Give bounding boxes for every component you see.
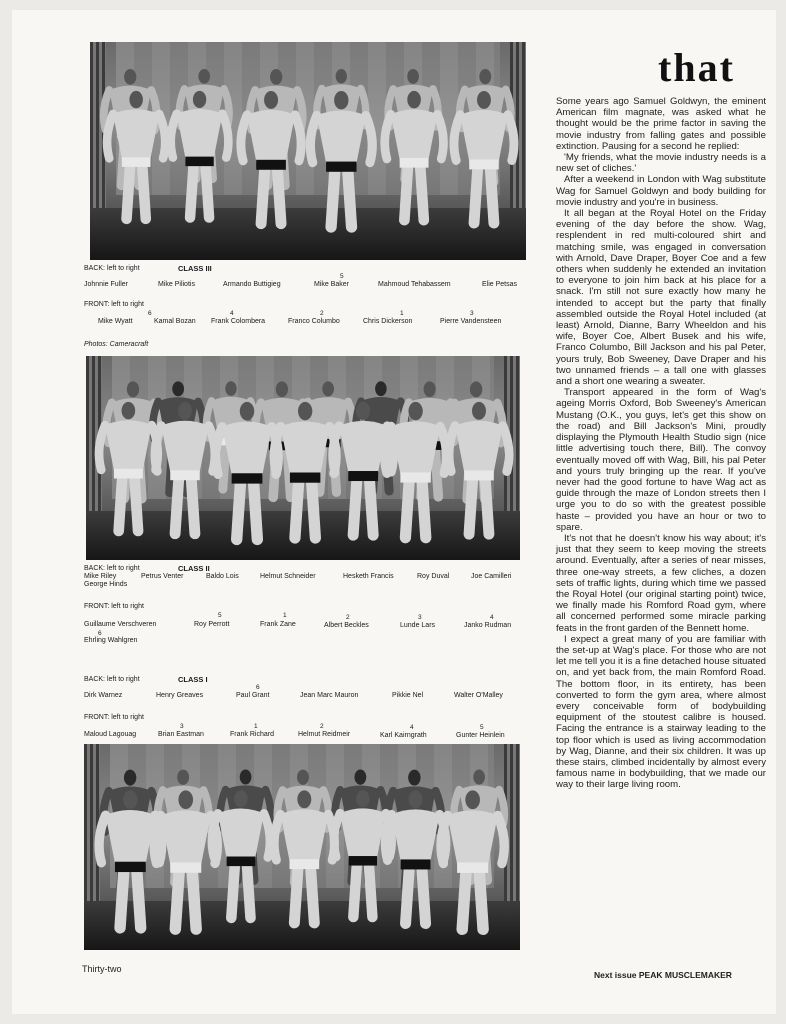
name-guillaume-verschveren: Guillaume Verschveren xyxy=(84,621,157,628)
name-johnnie-fuller: Johnnie Fuller xyxy=(84,281,128,288)
caption-number: 3 xyxy=(180,723,184,730)
name-pikkie-nel: Pikkie Nel xyxy=(392,692,424,699)
name-franco-columbo: Franco Columbo xyxy=(288,318,340,325)
name-pierre-vandensteen: Pierre Vandensteen xyxy=(440,318,502,325)
name-frank-richard: Frank Richard xyxy=(230,731,274,738)
name-brian-eastman: Brian Eastman xyxy=(158,731,204,738)
class-two-back-label: BACK: left to right xyxy=(84,565,140,572)
caption-number: 1 xyxy=(400,310,404,317)
class-one-title: CLASS I xyxy=(178,675,208,684)
page-number: Thirty-two xyxy=(82,964,122,974)
name-karl-kairngrath: Karl Kairngrath xyxy=(380,732,427,739)
article-paragraph: After a weekend in London with Wag substitute Wag for Samuel Goldwyn and body building for movie industry and you're in business. xyxy=(556,174,766,208)
caption-number: 5 xyxy=(480,724,484,731)
name-gunter-heinlein: Gunter Heinlein xyxy=(456,732,505,739)
caption-number: 2 xyxy=(346,614,350,621)
caption-number: 6 xyxy=(148,310,152,317)
photo-credit: Photos: Cameracraft xyxy=(84,341,149,348)
name-roy-duval: Roy Duval xyxy=(417,573,450,580)
name-joe-camilleri: Joe Camilleri xyxy=(471,573,512,580)
caption-number: 4 xyxy=(230,310,234,317)
name-dirk-warnez: Dirk Warnez xyxy=(84,692,123,699)
name-helmut-reidmeir: Helmut Reidmeir xyxy=(298,731,351,738)
name-mahmoud-tehabassem: Mahmoud Tehabassem xyxy=(378,281,451,288)
name-frank-zane: Frank Zane xyxy=(260,621,296,628)
class-three-title: CLASS III xyxy=(178,264,212,273)
name-helmut-schneider: Helmut Schneider xyxy=(260,573,316,580)
class-one-photo xyxy=(84,744,520,950)
name-mike-baker: Mike Baker xyxy=(314,281,350,288)
name-hesketh-francis: Hesketh Francis xyxy=(343,573,394,580)
faded-show-through-text xyxy=(540,46,650,86)
name-maloud-lagouag: Maloud Lagouag xyxy=(84,731,137,738)
name-elie-petsas: Elie Petsas xyxy=(482,281,518,288)
class-two-title: CLASS II xyxy=(178,564,210,573)
article-paragraph: I expect a great many of you are familiar with the set-up at Wag's place. For those who are not let me tell you it is a fine detached house situated on, and yet back from, the main Romford Road. The bottom floor, in its entirety, has been converted to form the gym area, where almost every conceivable form of bodybuilding equipment of the stoutest calibre is housed. Facing the entrance is a stairway leading to the top floor which is used as living accommodation by Wag, Dianne, and their six children. It was up these stairs, climbed incidentally by almost every famous name in bodybuilding, that we made our way to their large living room. xyxy=(556,633,766,791)
class-two-photo xyxy=(86,356,520,560)
caption-number: 3 xyxy=(470,310,474,317)
article-heading: that xyxy=(658,45,735,90)
class-two-front-label: FRONT: left to right xyxy=(84,603,144,610)
next-issue-note: Next issue PEAK MUSCLEMAKER xyxy=(594,970,732,980)
name-janko-rudman: Janko Rudman xyxy=(464,622,512,629)
name-mike-piliotis: Mike Piliotis xyxy=(158,281,195,288)
name-kamal-bozan: Kamal Bozan xyxy=(154,318,196,325)
class-three-photo xyxy=(90,42,526,260)
name-george-hinds: George Hinds xyxy=(84,581,128,588)
name-armando-buttigieg: Armando Buttigieg xyxy=(223,281,281,288)
article-paragraph: Some years ago Samuel Goldwyn, the eminent American film magnate, was asked what he thought would be the prime factor in saving the movie industry from falling gates and possible extinction. Pausing for a second he replied: xyxy=(556,96,766,152)
name-mike-riley: Mike Riley xyxy=(84,573,117,580)
name-albert-beckles: Albert Beckles xyxy=(324,622,369,629)
class-three-front-label: FRONT: left to right xyxy=(84,301,144,308)
caption-number: 4 xyxy=(490,614,494,621)
article-paragraph: 'My friends, what the movie industry needs is a new set of cliches.' xyxy=(556,152,766,175)
caption-number: 2 xyxy=(320,723,324,730)
caption-number: 6 xyxy=(98,630,102,637)
name-ehrling-wahlgren: Ehrling Wahlgren xyxy=(84,637,138,644)
caption-number: 1 xyxy=(283,612,287,619)
caption-number: 3 xyxy=(418,614,422,621)
caption-number: 6 xyxy=(256,684,260,691)
article-paragraph: It's not that he doesn't know his way about; it's just that they seem to keep moving the streets around. Eventually, after a series of near misses, three one-way streets, a few cliches, a dozen sets of traffic lights, during which time we passed the Royal Hotel (our original starting point) twice, we finally made his Romford Road gym, where all concerned performed some miracle parking feats in the front garden of the Bennett home. xyxy=(556,532,766,634)
caption-number: 2 xyxy=(320,310,324,317)
name-henry-greaves: Henry Greaves xyxy=(156,692,204,699)
name-chris-dickerson: Chris Dickerson xyxy=(363,318,413,325)
class-one-back-label: BACK: left to right xyxy=(84,676,140,683)
name-walter-omalley: Walter O'Malley xyxy=(454,692,503,699)
name-jean-marc-mauron: Jean Marc Mauron xyxy=(300,692,359,699)
article-paragraph: It all began at the Royal Hotel on the Friday evening of the day before the show. Wag, resplendent in red multi-coloured shirt and matching smile, was engaged in conversation with Arnold, Dave Draper, Boyer Coe and a few others when suddenly he extended an invitation to everyone to join him back at his place for a snack. I'm still not sure exactly how many he intended to accept but the party that finally assembled outside the Royal Hotel included (at least) Arnold, Dianne, Barry Wheeldon and his wife, Boyer Coe, Albert Busek and his wife, Franco Columbo, Bill Jackson and his pal Peter, yours truly, Bob Sweeney, Dave Draper and his two unnamed friends – a tall one with glasses and a short one wearing a sweater. xyxy=(556,208,766,388)
class-three-back-label: BACK: left to right xyxy=(84,265,140,272)
name-baldo-lois: Baldo Lois xyxy=(206,573,239,580)
caption-number: 5 xyxy=(340,273,344,280)
class-one-front-label: FRONT: left to right xyxy=(84,714,144,721)
name-mike-wyatt: Mike Wyatt xyxy=(98,318,133,325)
name-roy-perrott: Roy Perrott xyxy=(194,621,230,628)
name-petrus-venter: Petrus Venter xyxy=(141,573,184,580)
caption-number: 5 xyxy=(218,612,222,619)
name-frank-colombera: Frank Colombera xyxy=(211,318,266,325)
bodybuilder-figure xyxy=(385,790,446,923)
name-lunde-lars: Lunde Lars xyxy=(400,622,436,629)
article-paragraph: Transport appeared in the form of Wag's ageing Morris Oxford, Bob Sweeney's American Mustang (O.K., you guys, let's get this show on the road) and Bill Jackson's Mini, proudly displaying the Plymouth Health Studio sign (nice little advertising touch there, Bill). The convoy eventually moved off with Wag, Bill, his pal Peter and yours truly bringing up the rear. If you've never had the good fortune to have Wag act as guide through the maze of London streets then I urge you to do so with the greatest possible haste – provided you have an hour or two to spare. xyxy=(556,387,766,533)
article-body xyxy=(556,96,766,791)
name-paul-grant: Paul Grant xyxy=(236,692,270,699)
caption-number: 4 xyxy=(410,724,414,731)
caption-number: 1 xyxy=(254,723,258,730)
